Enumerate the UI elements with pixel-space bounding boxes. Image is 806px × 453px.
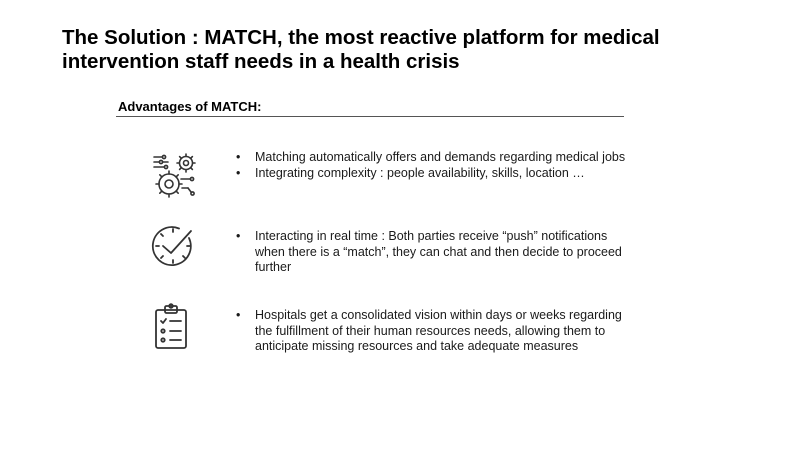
list-item: • Interacting in real time : Both parties receive “push” notifications when there is a “match”, they can chat and then decide to proceed further — [236, 229, 636, 276]
title-line-2: intervention staff needs in a health crisis — [62, 50, 460, 73]
list-item: • Integrating complexity : people availability, skills, location … — [236, 166, 636, 182]
advantage-list-3 — [236, 308, 636, 355]
advantage-list-1 — [236, 150, 636, 181]
page-title — [62, 26, 782, 74]
list-item: • Matching automatically offers and demands regarding medical jobs — [236, 150, 636, 166]
title-line-1: The Solution : MATCH, the most reactive platform for medical — [62, 26, 660, 49]
section-divider — [116, 116, 624, 117]
clipboard-checklist-icon — [147, 302, 195, 350]
gears-icon — [150, 152, 198, 200]
section-heading: Advantages of MATCH: — [118, 99, 262, 114]
clock-check-icon — [149, 222, 197, 270]
list-item: • Hospitals get a consolidated vision within days or weeks regarding the fulfillment of their human resources needs, allowing them to anticipate missing resources and take adequate measures — [236, 308, 636, 355]
advantage-list-2 — [236, 229, 636, 276]
